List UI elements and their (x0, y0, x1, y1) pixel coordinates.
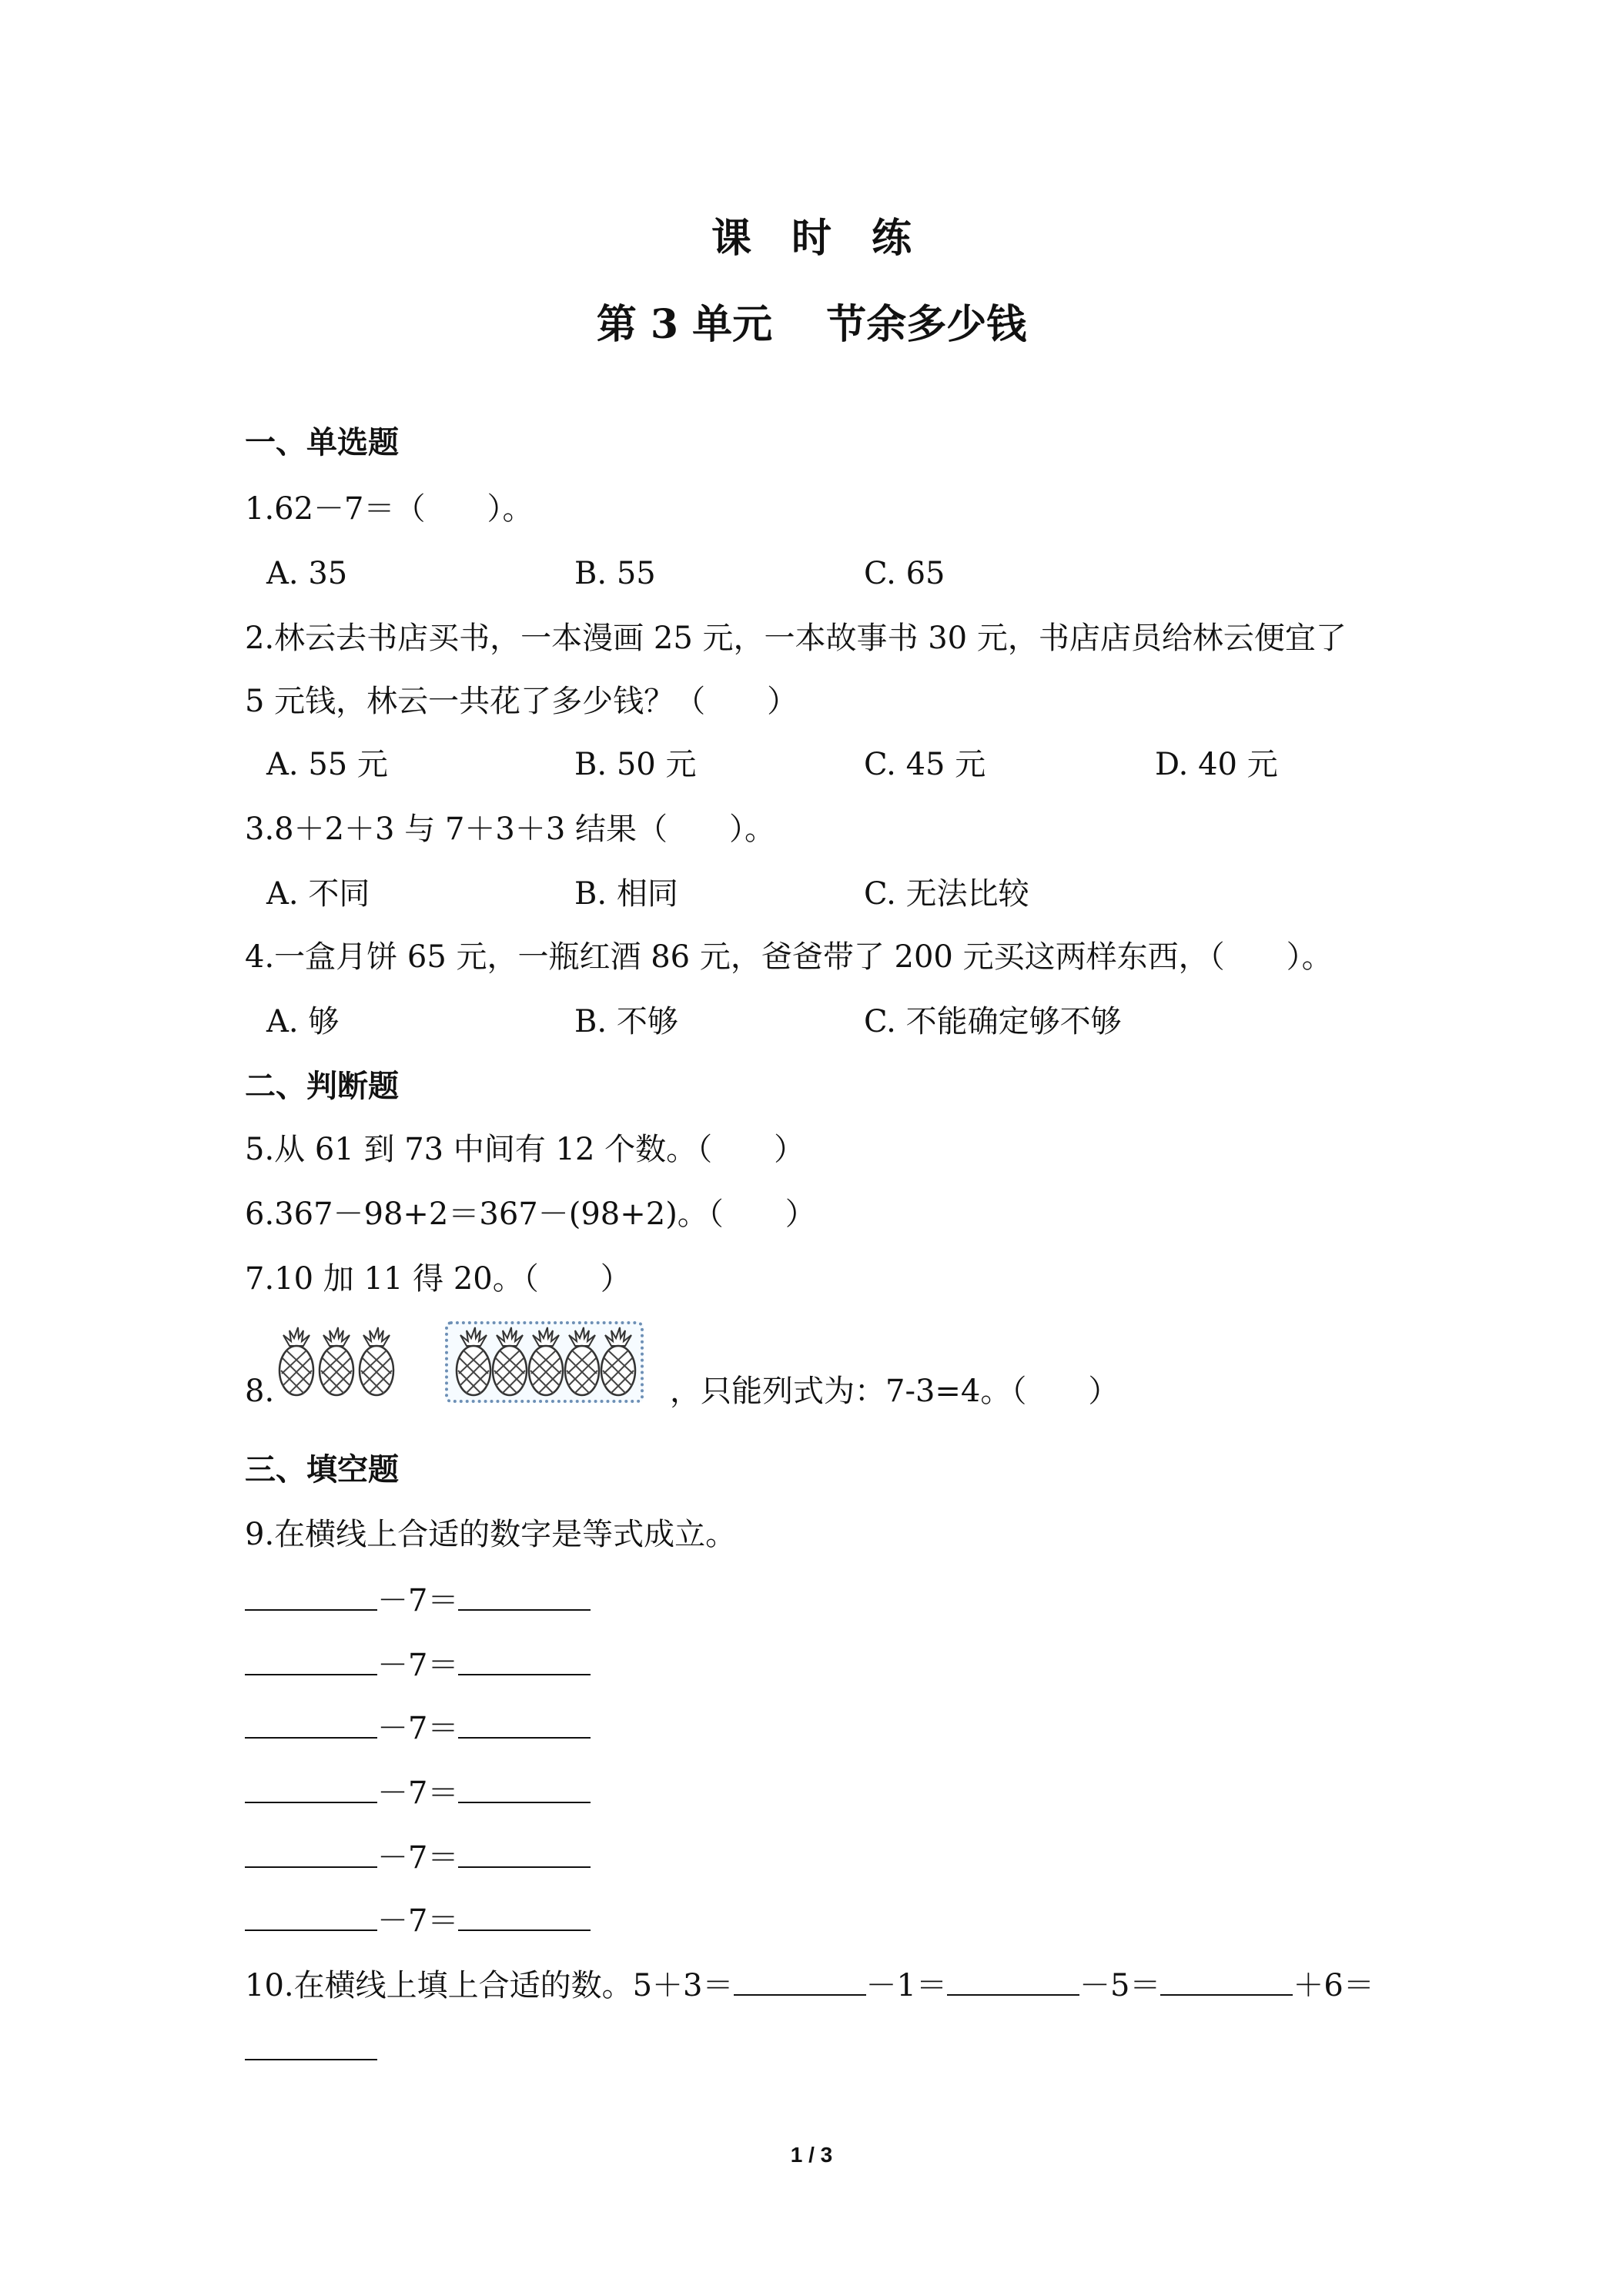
question-10-continued (245, 2030, 377, 2070)
answer-blank[interactable] (458, 1645, 591, 1675)
q4-option-c[interactable]: C. 不能确定够不够 (864, 1004, 1122, 1039)
question-7: 7.10 加 11 得 20。（ ） (245, 1261, 631, 1297)
q9-operator: －7＝ (377, 1711, 459, 1746)
question-8-number: 8. (245, 1374, 275, 1409)
q9-operator: －7＝ (377, 1776, 459, 1811)
answer-blank[interactable] (458, 1772, 591, 1803)
question-8-text: ，只能列式为：7-3=4。（ ） (670, 1374, 1119, 1409)
answer-blank[interactable] (245, 1837, 377, 1868)
q4-option-a[interactable]: A. 够 (266, 1004, 340, 1039)
q9-operator: －7＝ (377, 1583, 459, 1618)
q3-option-c[interactable]: C. 无法比较 (864, 876, 1029, 912)
answer-blank[interactable] (458, 1837, 591, 1868)
section-heading-single-choice: 一、单选题 (245, 424, 399, 460)
answer-blank[interactable] (458, 1708, 591, 1739)
answer-blank[interactable] (245, 1900, 377, 1931)
q9-operator: －7＝ (377, 1840, 459, 1876)
q10-operator-3: ＋6＝ (1293, 1968, 1374, 2003)
pineapple-icon-group-dotted (448, 1324, 641, 1400)
pineapple-icon-group (274, 1323, 405, 1400)
q4-option-b[interactable]: B. 不够 (574, 1004, 678, 1039)
q9-row-5 (245, 1837, 591, 1877)
q9-row-6 (245, 1900, 591, 1940)
q9-row-1 (245, 1580, 591, 1620)
question-10 (245, 1965, 1374, 2005)
q3-option-b[interactable]: B. 相同 (574, 876, 678, 912)
q10-operator-2: －5＝ (1079, 1968, 1161, 2003)
section-heading-true-false: 二、判断题 (245, 1068, 399, 1104)
q10-operator-1: －1＝ (865, 1968, 947, 2003)
answer-blank[interactable] (245, 1645, 377, 1675)
q1-option-b[interactable]: B. 55 (574, 556, 656, 591)
answer-blank[interactable] (947, 1965, 1079, 1996)
answer-blank[interactable] (1160, 1965, 1293, 1996)
question-3: 3.8＋2＋3 与 7＋3＋3 结果（ ）。 (245, 812, 776, 847)
page-number: 1 / 3 (790, 2143, 833, 2167)
question-6: 6.367－98+2＝367－(98+2)。（ ） (245, 1197, 816, 1232)
answer-blank[interactable] (245, 1708, 377, 1739)
answer-blank[interactable] (245, 2030, 377, 2060)
question-2-line-1: 2.林云去书店买书，一本漫画 25 元，一本故事书 30 元，书店店员给林云便宜了 (245, 621, 1347, 656)
answer-blank[interactable] (245, 1772, 377, 1803)
q1-option-a[interactable]: A. 35 (266, 556, 348, 591)
question-2-line-2: 5 元钱，林云一共花了多少钱？（ ） (245, 684, 798, 719)
q9-operator: －7＝ (377, 1903, 459, 1939)
answer-blank[interactable] (245, 1580, 377, 1611)
pineapple-group-three (274, 1323, 405, 1400)
question-9: 9.在横线上合适的数字是等式成立。 (245, 1517, 737, 1552)
q9-operator: －7＝ (377, 1648, 459, 1683)
answer-blank[interactable] (458, 1900, 591, 1931)
question-1: 1.62－7＝（ ）。 (245, 491, 534, 527)
q2-option-b[interactable]: B. 50 元 (574, 747, 697, 782)
answer-blank[interactable] (734, 1965, 866, 1996)
q2-option-d[interactable]: D. 40 元 (1155, 747, 1278, 782)
q9-row-4 (245, 1772, 591, 1812)
answer-blank[interactable] (458, 1580, 591, 1611)
q10-prefix: 10.在横线上填上合适的数。5＋3＝ (245, 1968, 734, 2003)
q9-row-2 (245, 1645, 591, 1685)
section-heading-fill-blank: 三、填空题 (245, 1451, 399, 1488)
q1-option-c[interactable]: C. 65 (864, 556, 945, 591)
question-4: 4.一盒月饼 65 元，一瓶红酒 86 元，爸爸带了 200 元买这两样东西，（ ）。 (245, 939, 1333, 975)
question-5: 5.从 61 到 73 中间有 12 个数。（ ） (245, 1132, 805, 1167)
unit-subtitle: 第 3 单元 节余多少钱 (596, 301, 1027, 348)
q2-option-c[interactable]: C. 45 元 (864, 747, 986, 782)
page-title: 课 时 练 (711, 215, 912, 262)
pineapple-group-five-dotted (445, 1321, 644, 1403)
q9-row-3 (245, 1708, 591, 1748)
q3-option-a[interactable]: A. 不同 (266, 876, 370, 912)
q2-option-a[interactable]: A. 55 元 (266, 747, 388, 782)
